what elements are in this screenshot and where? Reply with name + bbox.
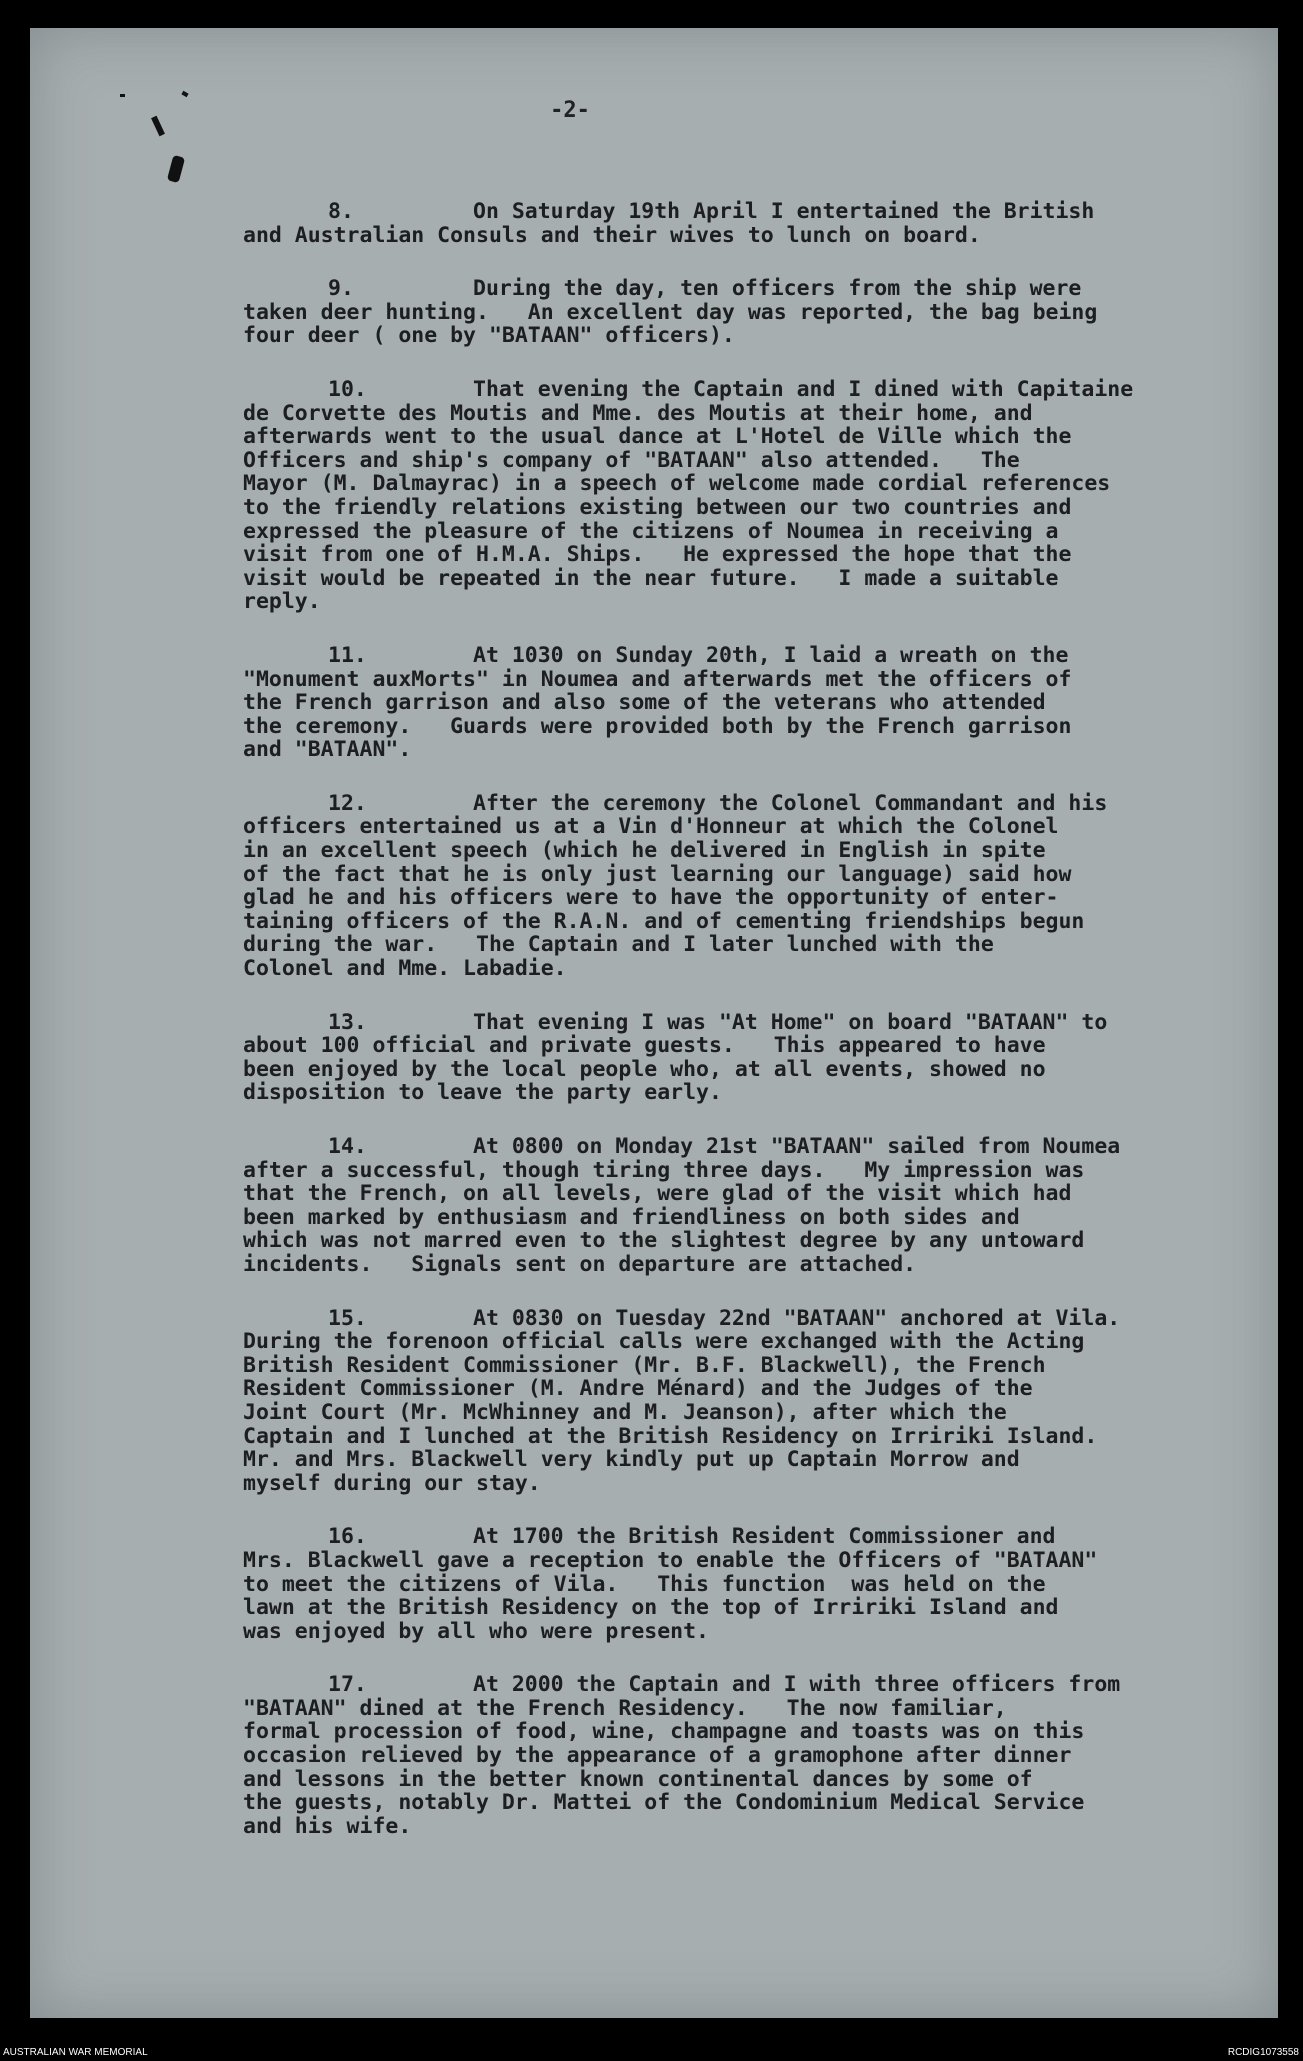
- paragraph-number: 9.: [328, 276, 354, 302]
- paragraph-number: 12.: [328, 790, 367, 816]
- paragraph-text: At 0800 on Monday 21st "BATAAN" sailed from Noumea after a successful, though tiring three days. My impression was that the French, on all levels, were glad of the visit which had been marked by enthusiasm and friendliness on both sides and which was not marred even to the slightest degree by any untoward incidents. Signals sent on departure are attached.: [243, 1134, 1121, 1277]
- paragraph-number: 11.: [328, 642, 367, 668]
- paragraph-number: 8.: [328, 199, 354, 224]
- paragraph-number: 16.: [328, 1524, 367, 1550]
- paragraph: [243, 792, 1273, 981]
- paragraph: [243, 1135, 1273, 1277]
- document-page: [30, 28, 1278, 2018]
- footer-record-id: RCDIG1073558: [1227, 2047, 1299, 2058]
- paragraph: [243, 200, 1273, 247]
- paragraph-text: At 1700 the British Resident Commissioner and Mrs. Blackwell gave a reception to enable the Officers of "BATAAN" to meet the citizens of Vila. This function was held on the lawn at the British Residency on the top of Irririki Island and was enjoyed by all who were present.: [243, 1524, 1098, 1644]
- paragraph: [243, 277, 1273, 348]
- pencil-dot: [120, 94, 125, 97]
- paragraph-text: That evening I was "At Home" on board "BATAAN" to about 100 official and private guests. This appeared to have been enjoyed by the local people who, at all events, showed no disposition to leave the party early.: [243, 1009, 1108, 1106]
- paragraph-text: After the ceremony the Colonel Commandant and his officers entertained us at a Vin d'Honneur at which the Colonel in an excellent speech (which he delivered in English in spite of the fact that he is only just learning our language) said how glad he and his officers were to have the opportunity of enter- taining officers of the R.A.N. and of cementing friendships begun during the war. The Captain and I later lunched with the Colonel and Mme. Labadie.: [243, 790, 1108, 982]
- paragraph: [243, 644, 1273, 762]
- paragraph-number: 17.: [328, 1672, 367, 1698]
- paragraph-text: During the day, ten officers from the ship were taken deer hunting. An excellent day was reported, the bag being four deer ( one by "BATAAN" officers).: [243, 276, 1098, 349]
- paragraph: [243, 1011, 1273, 1105]
- paragraph: [243, 1307, 1273, 1496]
- paragraph: [243, 1525, 1273, 1643]
- paragraph-text: At 2000 the Captain and I with three officers from "BATAAN" dined at the French Residency. The now familiar, formal procession of food, wine, champagne and toasts was on this occasion relieved by the appearance of a gramophone after dinner and lessons in the better known continental dances by some of the guests, notably Dr. Mattei of the Condominium Medical Service and his wife.: [243, 1672, 1121, 1839]
- paragraph: [243, 378, 1273, 614]
- page-number: -2-: [550, 98, 590, 123]
- paragraph-number: 15.: [328, 1305, 367, 1331]
- ink-blot: [167, 155, 185, 183]
- paragraph-text: At 1030 on Sunday 20th, I laid a wreath on the "Monument auxMorts" in Noumea and afterwards met the officers of the French garrison and also some of the veterans who attended the ceremony. Guards were provided both by the French garrison and "BATAAN".: [243, 642, 1072, 763]
- paragraph: [243, 1673, 1273, 1838]
- document-body: [243, 200, 1273, 1868]
- paragraph-text: At 0830 on Tuesday 22nd "BATAAN" anchored at Vila. During the forenoon official calls were exchanged with the Acting British Resident Commissioner (Mr. B.F. Blackwell), the French Resident Commissioner (M. Andre Ménard) and the Judges of the Joint Court (Mr. McWhinney and M. Jeanson), after which the Captain and I lunched at the British Residency on Irririki Island. Mr. and Mrs. Blackwell very kindly put up Captain Morrow and myself during our stay.: [243, 1305, 1121, 1496]
- footer: [0, 2046, 1303, 2061]
- paragraph-number: 13.: [328, 1009, 367, 1035]
- paragraph-number: 10.: [328, 376, 367, 402]
- paragraph-text: On Saturday 19th April I entertained the British and Australian Consuls and their wives to lunch on board.: [243, 199, 1095, 248]
- footer-archive-label: AUSTRALIAN WAR MEMORIAL: [3, 2047, 148, 2058]
- paragraph-text: That evening the Captain and I dined with Capitaine de Corvette des Moutis and Mme. des Moutis at their home, and afterwards went to the usual dance at L'Hotel de Ville which the Officers and ship's company of "BATAAN" also attended. The Mayor (M. Dalmayrac) in a speech of welcome made cordial references to the friendly relations existing between our two countries and expressed the pleasure of the citizens of Noumea in receiving a visit from one of H.M.A. Ships. He expressed the hope that the visit would be repeated in the near future. I made a suitable reply.: [243, 376, 1134, 615]
- paragraph-number: 14.: [328, 1134, 367, 1159]
- pencil-tick: [181, 91, 188, 97]
